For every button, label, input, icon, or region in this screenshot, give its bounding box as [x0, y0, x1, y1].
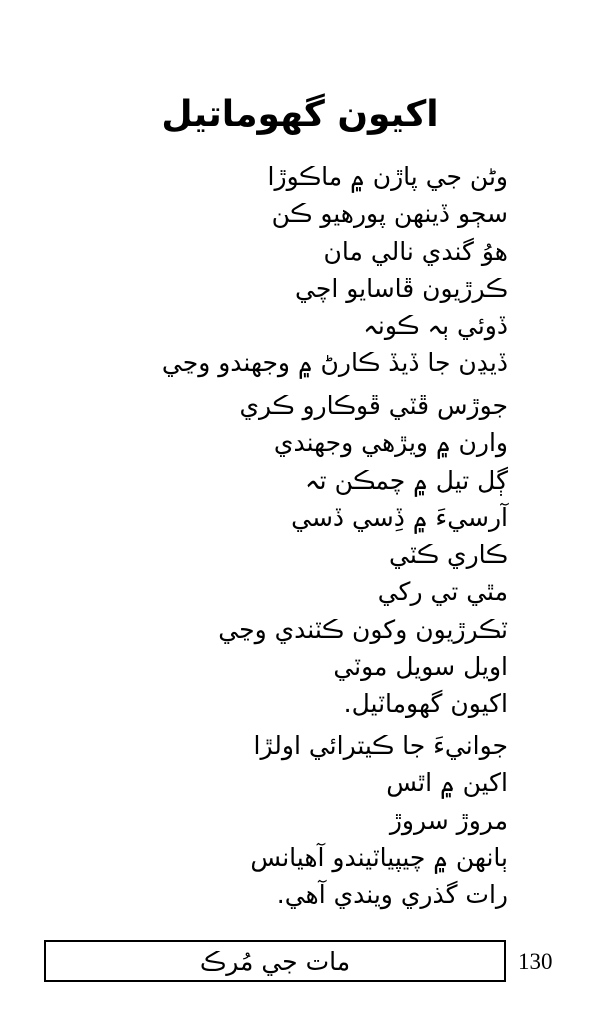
poem-line: سڄو ڏينهن پورهيو ڪن — [271, 199, 508, 229]
poem-line: جوڙس ڦٽي ڦوڪارو ڪري — [239, 391, 508, 420]
poem-line: ڏوئي ٻہ ڪونہ — [363, 311, 508, 341]
poem-title: اکيون گهوماتيل — [161, 94, 439, 135]
poem-line: رات گذري ويندي آهي. — [276, 880, 508, 910]
poem-line: ڳل تيل ۾ چمڪن تہ — [305, 465, 508, 495]
page-number: 130 — [518, 949, 553, 974]
poem-line: مروڙ سروڙ — [389, 805, 508, 835]
poem-line: جوانيءَ جا ڪيترائي اولڙا — [253, 731, 508, 760]
poem-line: مٿي تي رکي — [377, 577, 508, 607]
poem-line: هوُ گندي نالي مان — [323, 236, 508, 266]
footer-book-title-box — [44, 940, 506, 982]
poem-line: ڏيڍن جا ڏيڏ ڪارڻ ۾ وجهندو وڃي — [161, 348, 508, 378]
poem-stanza-2 — [38, 387, 508, 723]
poem-stanza-3 — [38, 727, 508, 913]
poem-line: ڪرڙيون ڦاسايو اچي — [295, 273, 508, 303]
poem-line: وڻن جي پاڙن ۾ ماڪوڙا — [267, 162, 508, 191]
poem-line: اکيون گهوماٽيل. — [343, 689, 508, 719]
poem-line: ڪاري ڪٽي — [389, 540, 508, 570]
footer-book-title: مات جي مُرڪ — [199, 946, 351, 976]
poem-stanza-1 — [38, 158, 508, 382]
poem-line: آرسيءَ ۾ ڏِسي ڏسي — [291, 502, 508, 532]
poem-line: اويل سويل موٽي — [333, 652, 508, 682]
poem-line: وارن ۾ ويڙهي وجهندي — [273, 428, 508, 458]
poem-line: ٽڪرڙيون وکون ڪٽندي وڃي — [218, 614, 508, 644]
poem-line: ٻانهن ۾ چيپياٽيندو آهيانس — [250, 842, 508, 872]
poem-line: اکين ۾ اٿس — [386, 768, 508, 798]
